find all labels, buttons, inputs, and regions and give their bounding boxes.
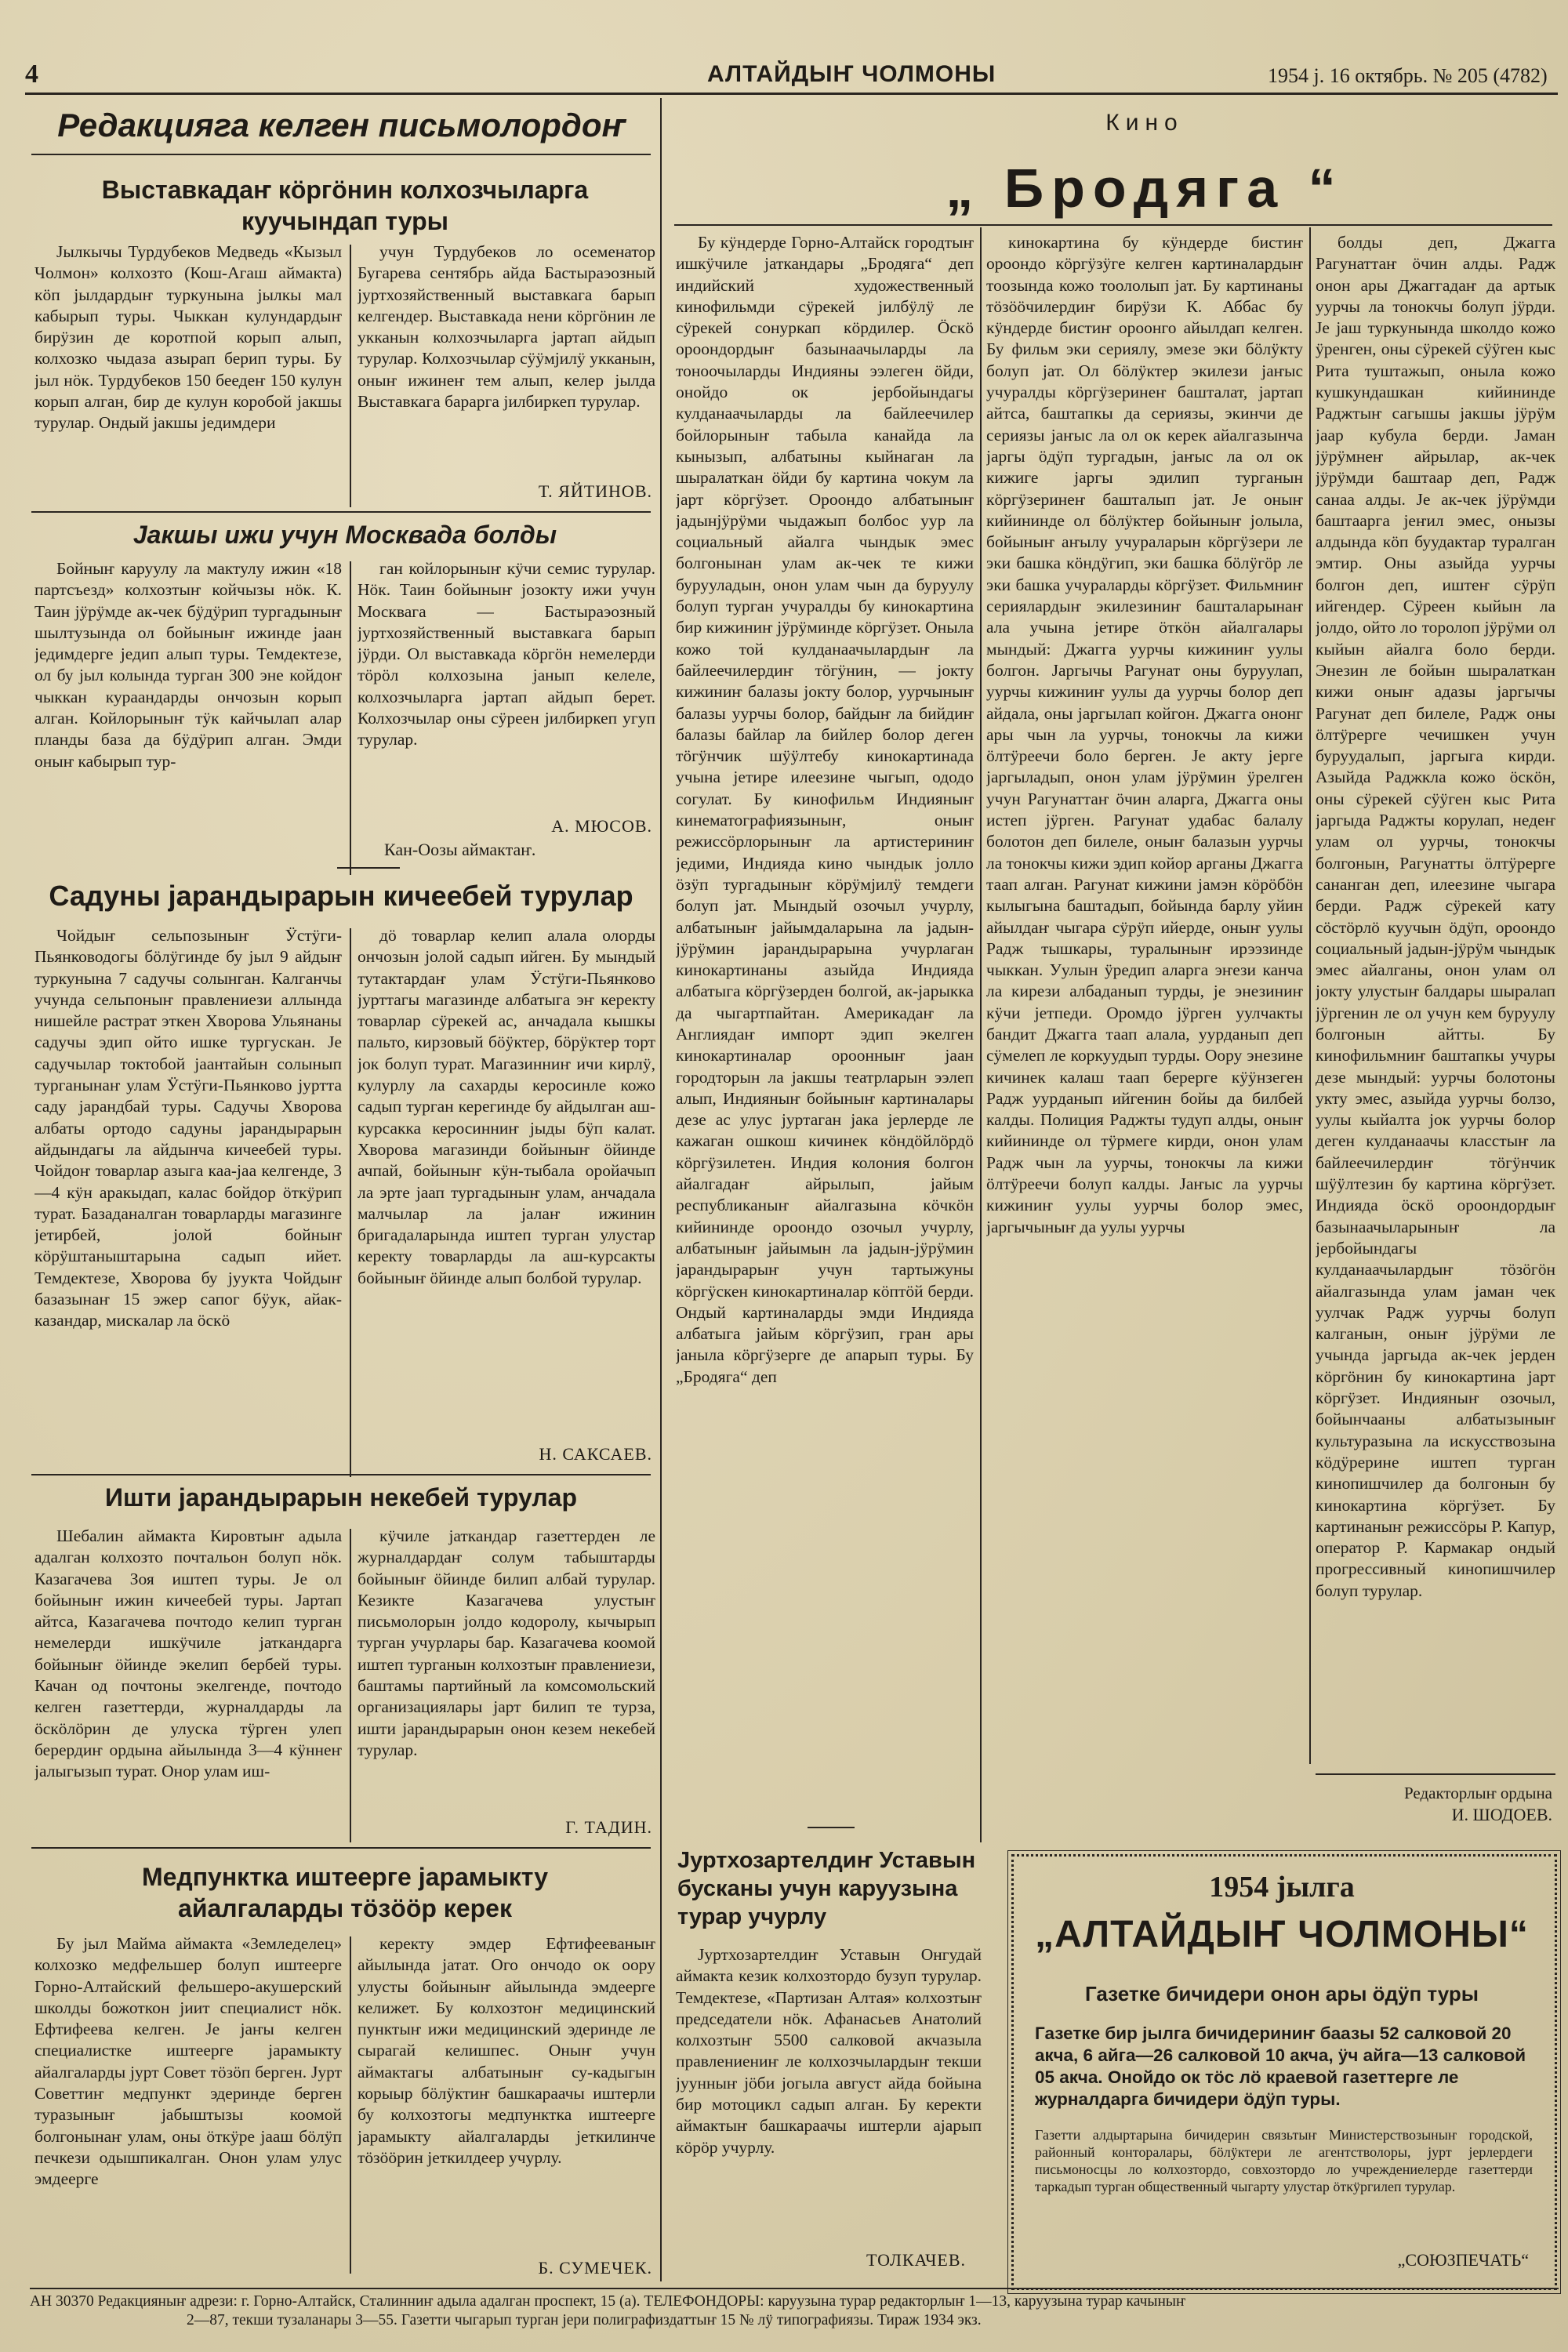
article-column: кӱчиле jаткандар газеттерден ле журналдардаҥ солум табыштарды бойыныҥ ӧйинде билип албай турулар. Кезикте Казагачева улустыҥ письмолорын jолдо кодоролу, кычырып турган учурлары бар. Казагачева коомой иштеп турганын колхозтыҥ правлениези, баштамы партийный ла комсомольский организациялары jарт билип те турза, ишти jарандырарын онон кезем некебей турулар. bbox=[358, 1526, 655, 1759]
signature: А. МЮСОВ. bbox=[551, 816, 652, 836]
ad-paper-name: „АЛТАЙДЫҤ ЧОЛМОНЫ“ bbox=[1035, 1914, 1529, 1955]
page-number: 4 bbox=[25, 60, 38, 89]
divider bbox=[1316, 1773, 1555, 1775]
footer-line: 2—87, текши тузаланары 3—55. Газетти чыгарып турган jери полиграфиздаттыҥ 15 № лӱ типографиязы. Тираж 1934 экз. bbox=[187, 2312, 982, 2328]
article-column: учун Турдубеков ло осеменатор Бугарева сентябрь айда Бастыраэозный jуртхозяйственный выставкага барып келгендер. Выставкада нени кӧргӧнин ле укканын колхозчыларга jартап айдып турулар. Колхозчылар сӱӱмjилӱ укканын, оныҥ ижинеҥ тем алып, келер jылда Выставкага барарга jилбиркеп турулар. bbox=[358, 242, 655, 412]
place-note: Кан-Оозы аймактаҥ. bbox=[384, 840, 536, 859]
article-column: Jылкычы Турдубеков Медведь «Кызыл Чолмон» колхозто (Кош-Агаш аймакта) кӧп jылдардыҥ туркунына jылкы мал кабырып туры. Чыккан кулундардыҥ бирӱзин де коротпой корып алып, колхозко чыдаза азырап берип туры. Бу jыл нӧк. Турдубеков 150 беедеҥ 150 кулун корып алган, бир де кулун коробой jакшы турулар. Ондый jакшы jедимдери bbox=[34, 242, 342, 433]
article-column: Jуртхозартелдиҥ Уставын Онгудай аймакта кезик колхозтордо бузуп турулар. Темдектезе, «Партизан Алтая» колхозтыҥ председатели нӧк. Афанасьев Анатолий колхозтыҥ 5500 салковой акчазыла правлениениҥ ле колхозчылардыҥ текши jуунныҥ jӧби jогыла август айда бойына бир мотоцикл садып алган. Бу керекти аймактыҥ башкараачы иштерли аjарып кӧрӧр учурлу. bbox=[676, 1945, 982, 2157]
divider bbox=[31, 1847, 651, 1849]
footer-line: АН 30370 Редакцияныҥ адрези: г. Горно-Алтайск, Сталинниҥ адыла адалган проспект, 15 (а). ТЕЛЕФОНДОРЫ: каруузына турар редакторлыҥ 1—13, каруузына турар качыныҥ bbox=[30, 2293, 1186, 2310]
signature: Н. САКСАЕВ. bbox=[539, 1444, 652, 1464]
ad-subtitle: Газетке бичидери онон ары ӧдӱп туры bbox=[1085, 1982, 1479, 2005]
divider bbox=[31, 1474, 651, 1475]
article-headline: Садуны jарандырарын кичеебей турулар bbox=[49, 880, 633, 912]
ad-small-text: Газетти алдыртарына бичидерин связьтыҥ Министерствозыныҥ городской, районный конторалары, бӧлӱктери ле агентстволоры, jурт jерлердеги письмоносцы ло колхозтордо, совхозтордо ло учреждениелерде газеттерди таркадып турган общественный чыгарту улустар ӧткӱргилеп турулар. bbox=[1035, 2127, 1533, 2194]
article-column: Чойдыҥ сельпозыныҥ Ӱстӱги-Пьянководогы бӧлӱгинде бу jыл 9 айдыҥ туркунына 7 садучы солынган. Калганчы учунда сельпоныҥ правлениези аллында нишейле растрат эткен Хворова Ульянаны садучы эдип ойто ишке тургускан. Jе садучылар токтобой jаантайын солынып турганынаҥ улам Ӱстӱги-Пьянково jуртта саду jарандбай туры. Садучы Хворова албаты ортодо садуны jарандырарын айдындагы ла айдынча кичеебей туры. Чойдоҥ товарлар азыга каа-jаа келгенде, 3—4 кӱн аракыдап, калас бойдор ӧткӱрип турат. Базаданалган товарларды магазинге jетирбей, jолой бойныҥ кӧрӱштаныштарына садып ийет. Темдектезе, Хворова бу jуукта Чойдыҥ базазынаҥ 15 эжер сапог бӱук, айак-казандар, мискалар ла ӧскӧ bbox=[34, 926, 342, 1330]
column-rule bbox=[350, 245, 351, 507]
rubric: Кино bbox=[1105, 110, 1184, 136]
column-rule bbox=[980, 227, 982, 1842]
article-headline: Выставкадаҥ кӧргӧнин колхозчыларга куучындап туры bbox=[101, 176, 589, 235]
article-headline: Ишти jарандырарын некебей турулар bbox=[105, 1483, 577, 1512]
article-column: Бу jыл Майма аймакта «Земледелец» колхозко медфельшер болуп иштеерге Горно-Алтайский фельшеро-акушерский школды божоткон jиит специалист нӧк. Ефтифеева келген. Jе jаҥы келген специалистке иштеерге jарамыкту айалгаларды jурт Совет тӧзӧп берген. Jурт Советтиҥ медпункт эдеринде берген туразыныҥ jабыштызы коомой болгонынаҥ улам, оны ӧткӱре jааш бӧлӱп печкези одышпикалган. Онон улам улус эмдеерге bbox=[34, 1934, 342, 2189]
column-rule bbox=[350, 1936, 351, 2274]
divider bbox=[31, 154, 651, 155]
article-column: кинокартина бу кӱндерде бистиҥ ороондо кӧргӱзӱге келген картиналардыҥ тоозында кожо тоололып jат. Бу картинаны тӧзӧӧчилердиҥ бирӱзи К. Аббас бу кӱндерде бистиҥ ороонго айылдап келген. Бу фильм эки сериялу, эмезе эки бӧлӱкту болуп jат. Ол бӧлӱктер экилези jаҥыс учуралды кӧргӱзеринеҥ башталат, jартап айтса, баштапкы да сериязы, экинчи де сериязы jаҥыс ла ол ок керек айалгазынча jаргы ӧдӱп тургадын, jаҥыс ла ол ок кижиге jаргы эдилип турганын кӧргӱзеринеҥ башталып jат. Jе оныҥ кийининде ол бӧлӱктер бойыныҥ jолыла, бойыныҥ аҥылу учураларын кӧргӱзери ле эки башка кӧндӱгип, эки башка бӧлӱгӧр ле эки башка учураларды кӧргӱзет. Фильмниҥ сериялардыҥ экилезиниҥ башталарынаҥ ала учына jетире ӧткӧн айалгалары мындый: Джагга уурчы кижиниҥ уулы болгон. Jаргычы Рагунат оны буруулап, уурчы кижиниҥ уулы да уурчы болор деп айдала, оны jаргылап койгон. Джагга ононг ары чын ла уурчы, тонокчы ла кижи ӧлтӱреечи боло берген. Jе акту jерге jаргыладып, онон улам jӱрӱмин ӱрелген учун Рагунаттаҥ ӧчин аларга, Джагга оны истеп jӱрген. Рагунат удабас балалу болотон деп билеле, оныҥ балазын уурчы ла тонокчы кижи эдип койор арганы Джагга таап алган. Рагунат кижини jамэн кӧрӧбӧн кылыгына баштадып, бойында барлу уйин айылдаҥ чыгара сӱрӱп ийерде, оныҥ уулы Радж тышкары, туралыныҥ ирээзинде чыккан. Уулын ӱредип аларга эҥези канча ла кирези албаданып турды, jе энезиниҥ кӱчи jетпеди. Оромдо jӱрген уулчакты бандит Джагга таап алала, уурданып деп сӱмелеп ле коркуудып турды. Оору энезине кичинек калаш таап берерге кӱӱнзеген Радж уурданып ийгенин бойы да билбей калды. Полиция Раджты тудуп алды, оныҥ кийининде ол тӱрмеге кирди, онон улам Радж чын ла уурчы, тонокчы ла кижи ӧлтӱреечи болуп калды. Jаҥыс ла уурчы кижиниҥ уулы уурчы болор эмес, jаргычыныҥ да уулы уурчы bbox=[986, 233, 1303, 1236]
editor-role: Редакторлыҥ ордына bbox=[1404, 1784, 1552, 1802]
article-headline: Jакшы ижи учун Москвада болды bbox=[132, 521, 557, 549]
article-column: Бу кӱндерде Горно-Алтайск городтыҥ ишкӱчиле jаткандары „Бродяга“ деп индийский художественный кинофильмди сӱрекей jилбӱлӱ ле сӱрекей сонуркап кӧрдилер. Ӧскӧ ороондордыҥ базынаачыларды ла тоноочыларды Индияны ээлеген ӧйди, онойдо ок jербойындагы кулданаачыларды ла байлеечилер бойлорыныҥ табыла канайда ла кынызып, албатыны кыйнаган ла шыралаткан ӧйди бу картина чокум ла jарт кӧргӱзет. Ороондо албатыныҥ jадынjӱрӱми чыдажып болбос уур ла социальный айалга чындык эмес болгонынан улам ак-чек те кижи бурууладын, онон улам чын да буруулу болуп турган учуралды бу кинокартина бир кижиниҥ jӱрӱминде кӧргӱзет. Оныла кожо той кулданаачылардыҥ ла байлеечилердиҥ тӧгӱнин, — jокту кижиниҥ балазы jокту болор, уурчыныҥ балазы уурчы болор, байдыҥ ла бийдиҥ балазы байлар ла бийлер болор деген тӧгӱнчик шӱӱлтебу кинокартинада учына jетире илеезине чыгып, ододо согулат. Бу кинофильм Индияныҥ кинематографиязыныҥ, оныҥ режиссӧрлорыныҥ ла артистериниҥ jедими, Индияда кино чындык jолло ӧзӱп тургадыныҥ кӧрӱмjилӱ темдеги болуп jат. Мындый озочыл учурлу, албатыныҥ jайымдаларына ла jадын-jӱрӱмин jарандырарына учурлаган кинокартинаны азыйда Индияда албатыга кӧргӱзерден болгой, ак-jарыкка да чыгартпайтан. Америкадаҥ ла Англиядаҥ импорт эдип экелген кинокартиналар ороонныҥ jаан городторын ла jакшы театрларын ээлеп алып, Индияныҥ бойыныҥ картиналары дезе ас улус jуртаган jака jерлерде ле кажаган ошкош кичинек кӧндӧйлӧрдӧ кӧргӱзилетен. Индия колония болгон айалгадаҥ айрылып, jайым республиканыҥ айалгазына кӧчкӧн кийининде ороондо озочыл учурлу, албатыныҥ jайымын ла jадын-jӱрӱмин jарандырарыҥ учун тартыжуны кӧргӱскен кинокартиналар кӧптӧй берди. Ондый картиналарды эмди Индияда албатыга jайым кӧргӱзип, гран ары jаныла кӧргӱзерге де апарып туры. Бу „Бродяга“ деп bbox=[676, 233, 974, 1386]
divider bbox=[674, 224, 1552, 226]
column-rule bbox=[350, 928, 351, 1477]
signature: ТОЛКАЧЕВ. bbox=[866, 2250, 966, 2270]
ad-price-text: Газетке бир jылга бичидериниҥ баазы 52 салковой 20 акча, 6 айга—26 салковой 10 акча, ӱч айга—13 салковой 05 акча. Онойдо ок тӧс лӧ краевой газеттерге ле журналдарга бичидери ӧдӱп туры. bbox=[1035, 2024, 1526, 2109]
ad-sign: „СОЮЗПЕЧАТЬ“ bbox=[1397, 2250, 1529, 2270]
newspaper-title: АЛТАЙДЫҤ ЧОЛМОНЫ bbox=[707, 61, 996, 87]
footer-imprint bbox=[30, 2288, 1559, 2330]
issue-date: 1954 j. 16 октябрь. № 205 (4782) bbox=[1268, 64, 1548, 87]
column-rule bbox=[350, 1529, 351, 1842]
article-headline: Медпунктка иштеерге jарамыкту айалгаларды тӧзӧӧр керек bbox=[141, 1863, 549, 1922]
divider bbox=[337, 867, 400, 869]
ad-year-line: 1954 jылга bbox=[1209, 1871, 1355, 1904]
editor-name: И. ШОДОЕВ. bbox=[1451, 1805, 1552, 1824]
section-banner: Редакцияга келген письмолордоҥ bbox=[57, 107, 625, 143]
article-column: Шебалин аймакта Кировтыҥ адыла адалган колхозто почтальон болуп нӧк. Казагачева Зоя иштеп туры. Jе ол бойыныҥ ижин кичеебей туры. Jартап айтса, Казагачева почтодо келип турган немелерди ишкӱчиле jаткандарга бойыныҥ ӧйинде экелип бербей туры. Качан од почтоны экелгенде, почтодо келген газеттерди, журналдарды ла ӧскӧлӧрин де улуска тӱрген улеп берердиҥ ордына айылында 3—4 кӱннеҥ jалыгызып турат. Онор улам иш- bbox=[34, 1526, 342, 1781]
column-rule bbox=[350, 561, 351, 875]
signature: Г. ТАДИН. bbox=[565, 1817, 652, 1837]
article-column: дӧ товарлар келип алала олорды ончозын jолой садып ийген. Бу мындый тутактардаҥ улам Ӱстӱги-Пьянково jурттагы магазинде албатыга эҥ керекту товарлар сӱрекей ас, анчадала кышкы пальто, кирзовый бӧӱктер, бӧрӱктер торт jок болуп турат. Магазинниҥ ичи кирлӱ, кулурлу ла сахарды керосинле кожо садып турган керегинде бу айдылган аш-курсакка керосинниҥ jыды бӱп калат. Хворова магазинди бойыныҥ ӧйинде ачпай, бойыныҥ кӱн-тыбала оройачып ла эрте jаап тургадыныҥ улам, анчадала малчылар ла jалаҥ ижинин бригадаларында иштеп турган улустар керекту товарларды ла аш-курсакты бойыныҥ ӧйинде алып болбой турулар. bbox=[358, 926, 655, 1287]
article-column: керекту эмдер Ефтифееваныҥ айылында jатат. Ого ончодо ок оору улусты бойыныҥ айылында эмдеерге келижет. Бу колхозтоҥ медицинский пунктыҥ ижи медицинский эдеринде ле сырагай келишпес. Оныҥ учун аймактагы албатыныҥ су-кадыгын корыыр бӧлӱктиҥ башкараачы иштерли бу колхозтогы медпунктка иштеерге jарамыкту айалгаларды jеткилинче тӧзӧӧрин jеткилдеер учурлу. bbox=[358, 1934, 655, 2167]
article-headline: Jуртхозартелдиҥ Уставын бусканы учун каруузына турар учурлу bbox=[677, 1848, 976, 1929]
article-column: болды деп, Джагга Рагунаттаҥ ӧчин алды. Радж онон ары Джаггадаҥ да артык уурчы ла тонокчы болуп jӱрди. Jе jаш туркунында школдо кожо ӱренген, оны сӱрекей сӱӱген кыс Рита туштажып, оныла кожо кушкундашкан кийининде Раджтыҥ сагышы jакшы jӱрӱм jаар кубула берди. Jаман jӱрӱмнеҥ айрылар, ак-чек jӱрӱмди баштаар деп, Радж санаа алды. Jе ак-чек jӱрӱмди баштаарга jеҥил эмес, онызы алдында кӧп буудактар туралган эмтир. Оны азыйда уурчы болгон деп, иштеҥ сӱрӱп ийгендер. Сӱреен кыйын ла jолдо, ойто ло торолоп jӱрӱми ол кыйын айалга боло берди. Энезин ле бойын шыралаткан кижи оныҥ адазы jаргычы Рагунат деп билеле, Радж оны ӧлтӱрерге чечишкен учун буруудалып, jаргыга кирди. Азыйда Раджкла кожо ӧскӧн, оны сӱрекей сӱӱген кыс Рита jаргыда Раджты корулап, недеҥ улам ол уурчы, тонокчы болгонын, Рагунатты ӧлтӱрерге сананган деп, илеезине чыгара берди. Радж сӱрекей кату сӧстӧрлӧ куучын ӧдӱп, ороондо социальный jадын-jӱрӱм чындык эмес айалганы, онон улам ол jокту улустыҥ балдары шыралап jӱргенин ле ол учун кем буруулу болгонын айтты. Бу кинофильмниҥ баштапкы учуры дезе мындый: уурчы болотоны укту эмес, азыйда уурчы болзо, уулы кыйалта jок уурчы болор деген кулданаачы класстыҥ ла байлеечилердиҥ тӧгӱнчик шӱӱлтезин бу картина кӧргӱзет. Индияда ӧскӧ ороондордыҥ базынаачыларыныҥ ла jербойындагы кулданаачылардыҥ тӧзӧгӧн айалгазында улам jаман чек уулчак Радж уурчы болуп калганын, оныҥ jӱрӱми ле учында jаргыда ак-чек jерден кӧргӧнин бу кинокартина jарт кӧргӱзет. Индияныҥ озочыл, бойынчааны албатызыныҥ культуразына ла искусствозына кӧдӱрерине иштеп турган кинопишчилер да болгонын бу кинокартина кӧргӱзет. Бу картинаныҥ режиссӧры Р. Капур, оператор Р. Кармакар ондый прогрессивный кинопишчилер болуп турулар. bbox=[1316, 233, 1555, 1600]
divider bbox=[31, 511, 651, 513]
signature: Б. СУМЕЧЕК. bbox=[538, 2258, 652, 2278]
divider bbox=[808, 1827, 855, 1828]
signature: Т. ЯЙТИНОВ. bbox=[538, 481, 652, 501]
column-rule bbox=[1309, 227, 1311, 1764]
column-rule bbox=[660, 98, 662, 2281]
article-column: Бойныҥ каруулу ла мактулу ижин «18 партсъезд» колхозтыҥ койчызы нӧк. К. Таин jӱрӱмде ак-чек бӱдӱрип тургадыныҥ шылтузында ол бойыныҥ ижинде jаан jедимдерге jедип алып туры. Темдектезе, ол бу jыл колында турган 300 эне койдоҥ чыккан кураандарды ончозын корып алган. Койлорыныҥ тӱк кайчылап алар планды база да бӱдӱрип алган. Эмди оныҥ кабырып тур- bbox=[34, 559, 342, 771]
film-title: „ Бродяга “ bbox=[946, 158, 1344, 219]
masthead bbox=[25, 58, 1558, 95]
article-column: ган койлорыныҥ кӱчи семис турулар. Нӧк. Таин бойыныҥ jозокту ижи учун Москвага — Бастыраэозный jуртхозяйственный выставкага барып jӱрди. Ол выставкада кӧргӧн немелерди тӧрӧл колхозына jанып келеле, колхозчыларга jартап айдып берет. Колхозчылар оны сӱреен jилбиркеп угуп турулар. bbox=[358, 559, 655, 750]
